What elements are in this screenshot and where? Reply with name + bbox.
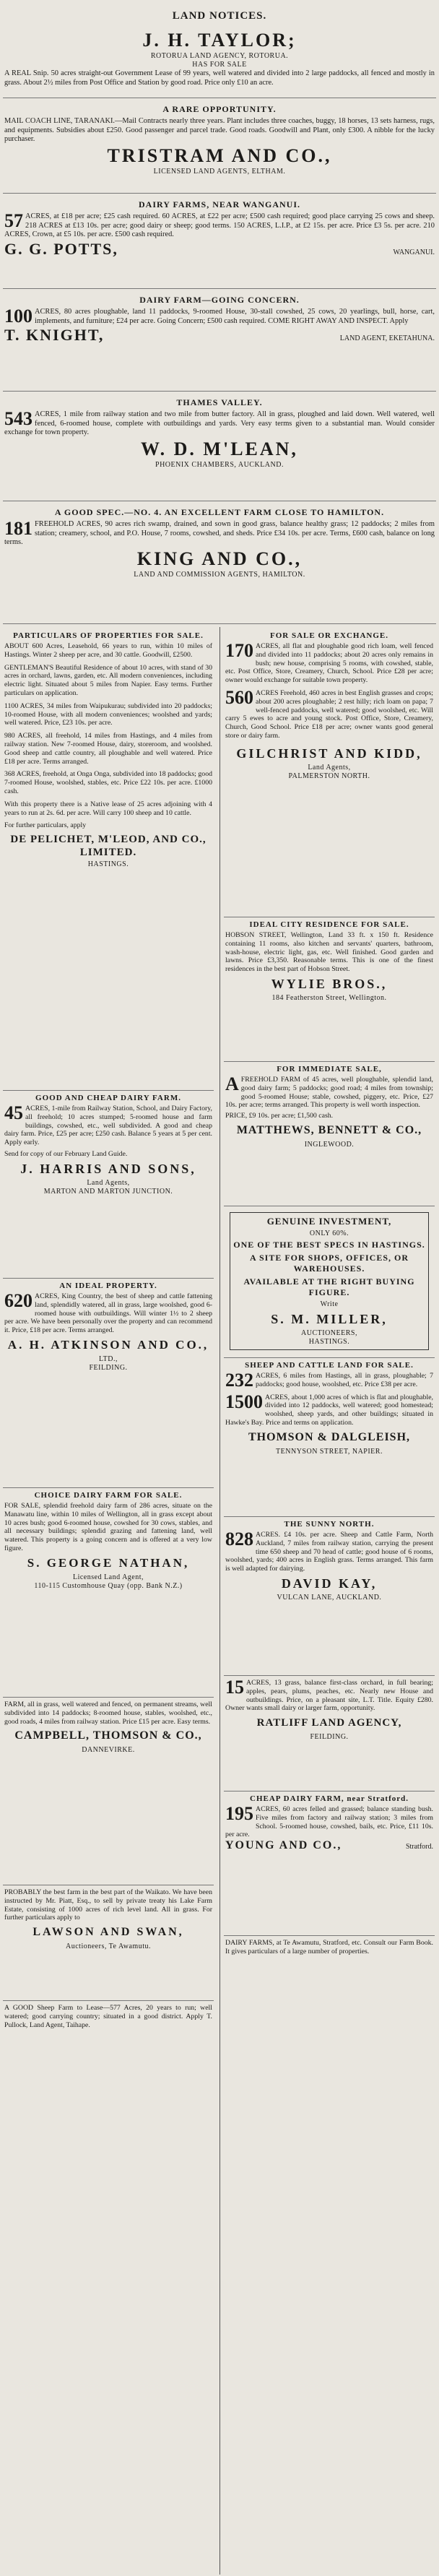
listing: 368 ACRES, freehold, at Onga Onga, subdivided into 18 paddocks; good 7-roomed House, woolshed, stables, etc. Price £22 10s. per acre. £1000 cash. <box>4 770 212 795</box>
lead-number: 232 <box>225 1370 253 1391</box>
advertiser-name: J. H. TAYLOR; <box>142 30 297 51</box>
advertiser-address: INGLEWOOD. <box>304 1140 355 1149</box>
ad-body: FREEHOLD FARM of 45 acres, well ploughable, splendid land, good dairy farm; 5 paddocks; good road; 4 miles from township; good 5-roomed House; stable, cowshed, piggery, etc. Price, £27 10s. per acre; terms arranged. This property is well worth inspection. <box>225 1076 433 1110</box>
advertiser-name: S. GEORGE NATHAN, <box>27 1555 190 1570</box>
ad-body: FOR SALE, splendid freehold dairy farm of 286 acres, situate on the Manawatu line, within 10 miles of Wellington, all in grass except about 10 acres bush; good 6-roomed house, cowshed for 30 cows, stables, and all necessary buildings; splendid grazing and fattening land, well watered. This property is a going concern and is offered at a very low figure. <box>4 1502 212 1552</box>
section-title: FOR SALE OR EXCHANGE. <box>269 631 389 640</box>
left-column <box>3 628 214 2088</box>
ad-note: Send for copy of our February Land Guide. <box>4 1149 128 1158</box>
advertiser-sub: Licensed Land Agent, <box>72 1573 144 1581</box>
ad-body: ACRES. £4 10s. per acre. Sheep and Cattle Farm, North Auckland, 7 miles from railway station, carrying the present time 650 sheep and 70 head of cattle; good house of 6 rooms, woolshed, yards; 400 acres in English grass. Terms arranged. This farm is well adapted for dairying. <box>225 1531 433 1573</box>
right-column <box>224 628 435 2023</box>
ad-nathan <box>3 1488 214 1698</box>
ad-gilchrist <box>224 628 435 917</box>
ad-body: A GOOD Sheep Farm to Lease—577 Acres, 20 years to run; well watered; good carrying country; situated in a good district. Apply T. Pullock, Land Agent, Taihape. <box>4 2004 212 2029</box>
advertiser-name: LAWSON AND SWAN, <box>32 1926 184 1939</box>
ad-mlean <box>3 393 436 501</box>
lead-number: 543 <box>4 408 32 429</box>
advertiser-name: CAMPBELL, THOMSON & CO., <box>14 1729 202 1742</box>
advertiser-address: DANNEVIRKE. <box>82 1746 135 1755</box>
advertiser-name: WYLIE BROS., <box>271 976 388 991</box>
ad-body: PROBABLY the best farm in the best part of the Waikato. We have been instructed by Mr. Piatt, Esq., to sell by private treaty his Lake Farm Estate, consisting of 1000 acres of rich level land. All in grass. For further particulars apply to <box>4 1888 212 1922</box>
ad-tristram <box>3 100 436 194</box>
lead-number: 560 <box>225 686 253 708</box>
ad-body: A REAL Snip. 50 acres straight-out Government Lease of 99 years, well watered and divided into 2 large paddocks, all fenced and mostly in grass. About 2½ miles from Post Office and Station by good road. Price only £10 an acre. <box>4 69 435 87</box>
ad-body: MAIL COACH LINE, TARANAKI.—Mail Contracts nearly three years. Plant includes three coaches, buggy, 18 horses, 13 sets harness, rugs, and equipments. Subsidies about £250. Good passenger and parcel trade. Good roads. Goodwill and Plant, only £300. A nibble for the lucky purchaser. <box>4 117 435 144</box>
ad-body: ACRES, 6 miles from Hastings, all in grass, ploughable; 7 paddocks; good house, woolshed, etc. Price £38 per acre. <box>256 1372 433 1388</box>
newspaper-page <box>3 0 436 2576</box>
advertiser-name: GILCHRIST AND KIDD, <box>236 745 422 761</box>
ad-lawson <box>3 1885 214 2001</box>
advertiser-heading: HAS FOR SALE <box>192 61 247 69</box>
ad-body: ACRES, all flat and ploughable good rich loam, well fenced and divided into 11 paddocks; about 20 acres only remains in bush; new house, comprising 5 rooms, with cowshed, stable, etc. Post Office, Store, Creamery, Church, School. Price £28 per acre; owner would exchange for suitable town property. <box>225 642 433 685</box>
advertiser-address: HASTINGS. <box>308 1338 350 1346</box>
lead-number: 181 <box>4 518 32 539</box>
ad-body: ACRES, about 1,000 acres of which is flat and ploughable, divided into 12 paddocks, well watered; good homestead; woolshed, sheep yards, and other buildings; situated in Hawke's Bay. Price and terms on application. <box>225 1393 433 1427</box>
advertiser-address: MARTON AND MARTON JUNCTION. <box>43 1187 173 1196</box>
listing: ABOUT 600 Acres, Leasehold, 66 years to run, within 10 miles of Hastings. Winter 2 sheep per acre, and 30 cattle. Goodwill, £2500. <box>4 642 212 659</box>
lead-number: 45 <box>4 1102 23 1123</box>
advertiser-name: J. HARRIS AND SONS, <box>20 1161 196 1176</box>
ad-body: ACRES, 1 mile from railway station and two mile from butter factory. All in grass, ploughed and laid down. Well watered, well fenced, 6-roomed house, complete with outbuildings and yards. Very easy terms given to a substantial man. Would consider exchange for town property. <box>4 410 435 437</box>
ad-body: HOBSON STREET, Wellington, Land 33 ft. x 150 ft. Residence containing 11 rooms, also kitchen and servants' quarters, bathroom, wash-house, electric light, gas, etc. Well finished. Good garden and lawns. Price £3,350. Reasonable terms. This is one of the finest residences in the best part of Hobson Street. <box>225 931 433 974</box>
ad-matthews <box>224 1062 435 1206</box>
advertiser-address: WANGANUI. <box>393 248 435 256</box>
advertiser-name: KING AND CO., <box>136 548 303 569</box>
ad-heading: DAIRY FARMS, NEAR WANGANUI. <box>138 199 301 209</box>
advertiser-address: PALMERSTON NORTH. <box>288 771 370 780</box>
ad-harris <box>3 1091 214 1279</box>
ad-de-pelichet <box>3 628 214 1091</box>
ad-miller <box>224 1206 435 1358</box>
ad-body: ACRES, 13 grass, balance first-class orchard, in full bearing; apples, pears, plums, peaches, etc. Nearly new House and outbuildings. Price, on a pleasant site, L.T. Title. Equity £280. Owner wants small dairy or larger farm, opportunity. <box>225 1679 433 1713</box>
listing: With this property there is a Native lease of 25 acres adjoining with 4 years to run at 2s. 6d. per acre. Will carry 100 sheep and 10 cattle. <box>4 800 212 817</box>
advertiser-address: FEILDING. <box>310 1733 349 1742</box>
listing-footer: For further particulars, apply <box>4 821 87 830</box>
ad-kay <box>224 1517 435 1676</box>
advertiser-address: Auctioneers, Te Awamutu. <box>66 1942 151 1951</box>
ad-young <box>224 1791 435 1936</box>
lead-number: 620 <box>4 1290 32 1311</box>
advertiser-address: FEILDING. <box>89 1363 128 1372</box>
ad-heading: THAMES VALLEY. <box>176 397 263 407</box>
advertiser-sub: Land Agents, <box>308 763 351 771</box>
advertiser-address: TENNYSON STREET, NAPIER. <box>276 1447 383 1456</box>
ad-knight <box>3 290 436 392</box>
advertiser-sub: AUCTIONEERS, <box>301 1329 357 1337</box>
advertiser-address: 110-115 Customhouse Quay (opp. Bank N.Z.) <box>34 1581 183 1590</box>
ad-heading: DAIRY FARM—GOING CONCERN. <box>139 295 300 305</box>
ad-ratliff <box>224 1676 435 1791</box>
ad-body: FREEHOLD ACRES, 90 acres rich swamp, drained, and sown in good grass, balance healthy grass; 12 paddocks; 2 miles from station; creamery, school, and P.O. House, 7 rooms, cowshed, and sheds. Price £34 10s. per acre. Terms, £600 cash, balance on long terms. <box>4 520 435 547</box>
ad-line: A SITE FOR SHOPS, OFFICES, OR WAREHOUSES. <box>249 1253 409 1274</box>
ad-body: ACRES, 60 acres felled and grassed; balance standing bush. Five miles from factory and railway station; 3 miles from School. 5-roomed house, cowshed, bails, etc. Price, £11 10s. per acre. <box>225 1805 433 1839</box>
advertiser-name: RATLIFF LAND AGENCY, <box>256 1717 402 1729</box>
listing: 980 ACRES, all freehold, 14 miles from Hastings, and 4 miles from railway station. New 7-roomed House, dairy, storeroom, and woolshed. Good sheep and cattle country, all ploughable and well watered. Price £18 per acre. Terms arranged. <box>4 732 212 766</box>
ad-body: ACRES, 1-mile from Railway Station, School, and Dairy Factory, all freehold; 10 acres stumped; 5-roomed house and farm buildings, cowshed, etc., well subdivided. A good and cheap dairy farm. Price, £25 per acre; £250 cash. Balance 5 years at 5 per cent. Apply early. <box>4 1105 212 1147</box>
ad-write: Write <box>320 1300 339 1308</box>
advertiser-name: TRISTRAM AND CO., <box>107 144 332 166</box>
ad-heading: CHEAP DAIRY FARM, near Stratford. <box>250 1794 409 1803</box>
lead-number: 100 <box>4 306 32 327</box>
lead-number: 828 <box>225 1529 253 1550</box>
advertiser-address: ROTORUA LAND AGENCY, ROTORUA. <box>150 52 289 60</box>
advertiser-name: THOMSON & DALGLEISH, <box>248 1430 411 1443</box>
advertiser-address: 184 Featherston Street, Wellington. <box>271 993 387 1002</box>
ad-heading: A RARE OPPORTUNITY. <box>162 104 277 114</box>
ad-line: ONE OF THE BEST SPECS IN HASTINGS. <box>233 1240 425 1250</box>
advertiser-name: G. G. POTTS, <box>4 239 118 258</box>
ad-body: ACRES, King Country, the best of sheep and cattle fattening land, splendidly watered, all in grass, large woolshed, good 6-roomed house with outbuildings. Will winter 1½ to 2 sheep per acre. We have been personally over the property and can recommend it. Price, £18 per acre. Terms arranged. <box>4 1292 212 1335</box>
advertiser-address: HASTINGS. <box>87 860 129 869</box>
ad-body: FARM, all in grass, well watered and fenced, on permanent streams, well subdivided into 14 paddocks; 8-roomed house, stables, woolshed, etc., good roads, 4 miles from railway station. Price £15 per acre. Easy terms. <box>4 1700 212 1726</box>
advertiser-sub: Land Agents, <box>87 1178 130 1187</box>
advertiser-name: DE PELICHET, M'LEOD, AND CO., LIMITED. <box>10 834 207 859</box>
advertiser-name: W. D. M'LEAN, <box>141 438 298 459</box>
ad-sub: ONLY 60%. <box>309 1229 349 1237</box>
ad-line: AVAILABLE AT THE RIGHT BUYING FIGURE. <box>243 1276 415 1297</box>
ad-farmbook <box>224 1936 435 2023</box>
section-title: IDEAL CITY RESIDENCE FOR SALE. <box>249 920 409 929</box>
lead-number: 57 <box>4 210 23 231</box>
ad-thomson <box>224 1358 435 1517</box>
ad-lease <box>3 2001 214 2088</box>
advertiser-name: DAVID KAY, <box>281 1576 378 1591</box>
ad-heading: CHOICE DAIRY FARM FOR SALE. <box>34 1491 183 1500</box>
lead-number: A <box>225 1073 239 1094</box>
page-title: LAND NOTICES. <box>172 10 267 22</box>
advertiser-address: LAND AGENT, EKETAHUNA. <box>339 334 435 343</box>
section-title: PARTICULARS OF PROPERTIES FOR SALE. <box>13 631 204 640</box>
ad-potts <box>3 195 436 289</box>
advertiser-name: MATTHEWS, BENNETT & CO., <box>236 1123 422 1136</box>
advertiser-address: LAND AND COMMISSION AGENTS, HAMILTON. <box>134 570 305 579</box>
lead-number: 170 <box>225 640 253 661</box>
advertiser-name: S. M. MILLER, <box>271 1312 388 1326</box>
advertiser-address: PHOENIX CHAMBERS, AUCKLAND. <box>155 460 284 469</box>
listing: 1100 ACRES, 34 miles from Waipukurau; subdivided into 20 paddocks; 10-roomed House, with all modern conveniences; woolshed and yards; well watered. Price, £23 10s. per acre. <box>4 701 212 727</box>
ad-campbell <box>3 1698 214 1885</box>
advertiser-name: T. KNIGHT, <box>4 326 105 345</box>
advertiser-sub: LTD., <box>98 1354 118 1363</box>
section-title: SHEEP AND CATTLE LAND FOR SALE. <box>245 1361 414 1370</box>
advertiser-name: A. H. ATKINSON AND CO., <box>7 1337 209 1352</box>
advertiser-address: LICENSED LAND AGENTS, ELTHAM. <box>153 167 286 176</box>
section-title: GENUINE INVESTMENT, <box>266 1216 392 1227</box>
section-title: FOR IMMEDIATE SALE, <box>277 1065 382 1073</box>
ad-wylie <box>224 917 435 1062</box>
ad-kingco <box>3 503 436 624</box>
lead-number: 15 <box>225 1677 244 1698</box>
advertiser-address: VULCAN LANE, AUCKLAND. <box>277 1593 382 1602</box>
ad-taylor <box>3 26 436 98</box>
lead-number: 1500 <box>225 1391 263 1412</box>
ad-atkinson <box>3 1279 214 1488</box>
ad-body: ACRES, 80 acres ploughable, land 11 paddocks, 9-roomed House, 30-stall cowshed, 25 cows, 20 yearlings, bull, horse, cart, implements, and furniture; £24 per acre. Going Concern; £500 cash required. COME RIGHT AWAY AND INSPECT. Apply <box>35 308 435 325</box>
section-title: THE SUNNY NORTH. <box>284 1520 375 1529</box>
lead-number: 195 <box>225 1803 253 1824</box>
ad-body: ACRES, at £18 per acre; £25 cash required. 60 ACRES, at £22 per acre; £500 cash required; good place carrying 25 cows and sheep. 218 ACRES at £13 10s. per acre; good dairy or sheep; good terms. 150 ACRES, L.I.P., at £2 15s. per acre. Price £3 5s. per acre. 210 ACRES, Crown, at £5 10s. per acre. £500 cash required. <box>4 212 435 239</box>
ad-body: DAIRY FARMS, at Te Awamutu, Stratford, etc. Consult our Farm Book. It gives particulars of a large number of properties. <box>225 1939 433 1955</box>
listing: GENTLEMAN'S Beautiful Residence of about 10 acres, with stand of 30 acres in orchard, lawns, garden, etc. All modern conveniences, including electric light. Situated about 5 miles from Napier. Easy terms. Further particulars on application. <box>4 663 212 697</box>
advertiser-name: YOUNG AND CO., <box>225 1839 342 1852</box>
ad-price: PRICE, £9 10s. per acre; £1,500 cash. <box>225 1112 334 1120</box>
ad-heading: A GOOD SPEC.—NO. 4. AN EXCELLENT FARM CLOSE TO HAMILTON. <box>54 507 385 517</box>
ad-body: ACRES Freehold, 460 acres in best English grasses and crops; about 200 acres ploughable; 2 rest hilly; rich loam on papa; 7 well-fenced paddocks, well watered; good woolshed, etc. Will carry 5 ewes to acre and young stock. Post Office, Store, Creamery, Church, Good School. Price £18 per acre; owner wants good general store or dairy farm. <box>225 688 433 740</box>
advertiser-address: Stratford. <box>405 1843 433 1851</box>
ad-heading: AN IDEAL PROPERTY. <box>59 1281 157 1290</box>
ad-heading: GOOD AND CHEAP DAIRY FARM. <box>35 1094 181 1102</box>
